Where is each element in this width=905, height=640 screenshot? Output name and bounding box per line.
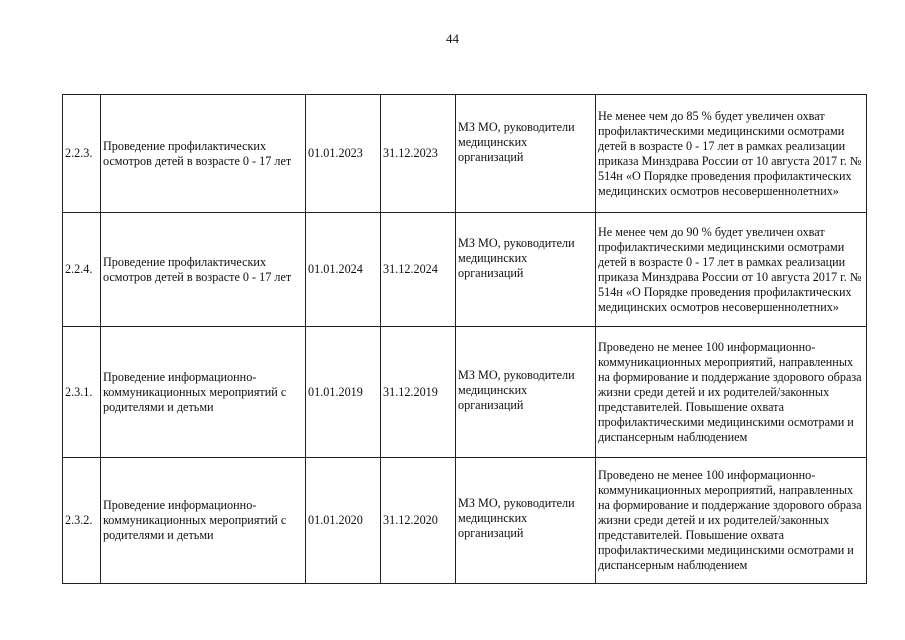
expected-result: Не менее чем до 85 % будет увеличен охват профилактическими медицинскими осмотрами детей в возрасте 0 - 17 лет в рамках реализации приказа Минздрава России от 10 августа 2017 г. № 514н «О Порядке проведения профилактических медицинских осмотров несовершеннолетних»: [596, 95, 867, 213]
end-date: 31.12.2020: [381, 458, 456, 584]
responsible-text: МЗ МО, руководители медицинских организаций: [458, 367, 575, 412]
responsible-cell: [456, 213, 596, 327]
activities-table: [62, 94, 867, 584]
responsible-text: МЗ МО, руководители медицинских организаций: [458, 496, 575, 540]
activity-name: Проведение информационно-коммуникационных мероприятий с родителями и детьми: [101, 458, 306, 584]
table-row: [63, 327, 867, 458]
row-number: 2.3.1.: [63, 327, 101, 458]
page-number: 44: [446, 31, 459, 46]
start-date: 01.01.2024: [306, 213, 381, 327]
end-date: 31.12.2024: [381, 213, 456, 327]
activity-name: Проведение профилактических осмотров детей в возрасте 0 - 17 лет: [101, 213, 306, 327]
table-row: [63, 213, 867, 327]
responsible-cell: [456, 95, 596, 213]
row-number: 2.3.2.: [63, 458, 101, 584]
start-date: 01.01.2023: [306, 95, 381, 213]
responsible-text: МЗ МО, руководители медицинских организаций: [458, 236, 575, 280]
table-row: [63, 95, 867, 213]
row-number: 2.2.3.: [63, 95, 101, 213]
table-row: [63, 458, 867, 584]
start-date: 01.01.2020: [306, 458, 381, 584]
responsible-cell: [456, 327, 596, 458]
end-date: 31.12.2019: [381, 327, 456, 458]
activity-name: Проведение информационно-коммуникационных мероприятий с родителями и детьми: [101, 327, 306, 458]
end-date: 31.12.2023: [381, 95, 456, 213]
expected-result: Проведено не менее 100 информационно-коммуникационных мероприятий, направленных на формирование и поддержание здорового образа жизни среди детей и их родителей/законных представителей. Повышение охвата профилактическими медицинскими осмотрами и диспансерным наблюдением: [596, 327, 867, 458]
row-number: 2.2.4.: [63, 213, 101, 327]
expected-result: Не менее чем до 90 % будет увеличен охват профилактическими медицинскими осмотрами детей в возрасте 0 - 17 лет в рамках реализации приказа Минздрава России от 10 августа 2017 г. № 514н «О Порядке проведения профилактических медицинских осмотров несовершеннолетних»: [596, 213, 867, 327]
responsible-text: МЗ МО, руководители медицинских организаций: [458, 120, 575, 164]
responsible-cell: [456, 458, 596, 584]
activity-name: Проведение профилактических осмотров детей в возрасте 0 - 17 лет: [101, 95, 306, 213]
expected-result: Проведено не менее 100 информационно-коммуникационных мероприятий, направленных на формирование и поддержание здорового образа жизни среди детей и их родителей/законных представителей. Повышение охвата профилактическими медицинскими осмотрами и диспансерным наблюдением: [596, 458, 867, 584]
start-date: 01.01.2019: [306, 327, 381, 458]
